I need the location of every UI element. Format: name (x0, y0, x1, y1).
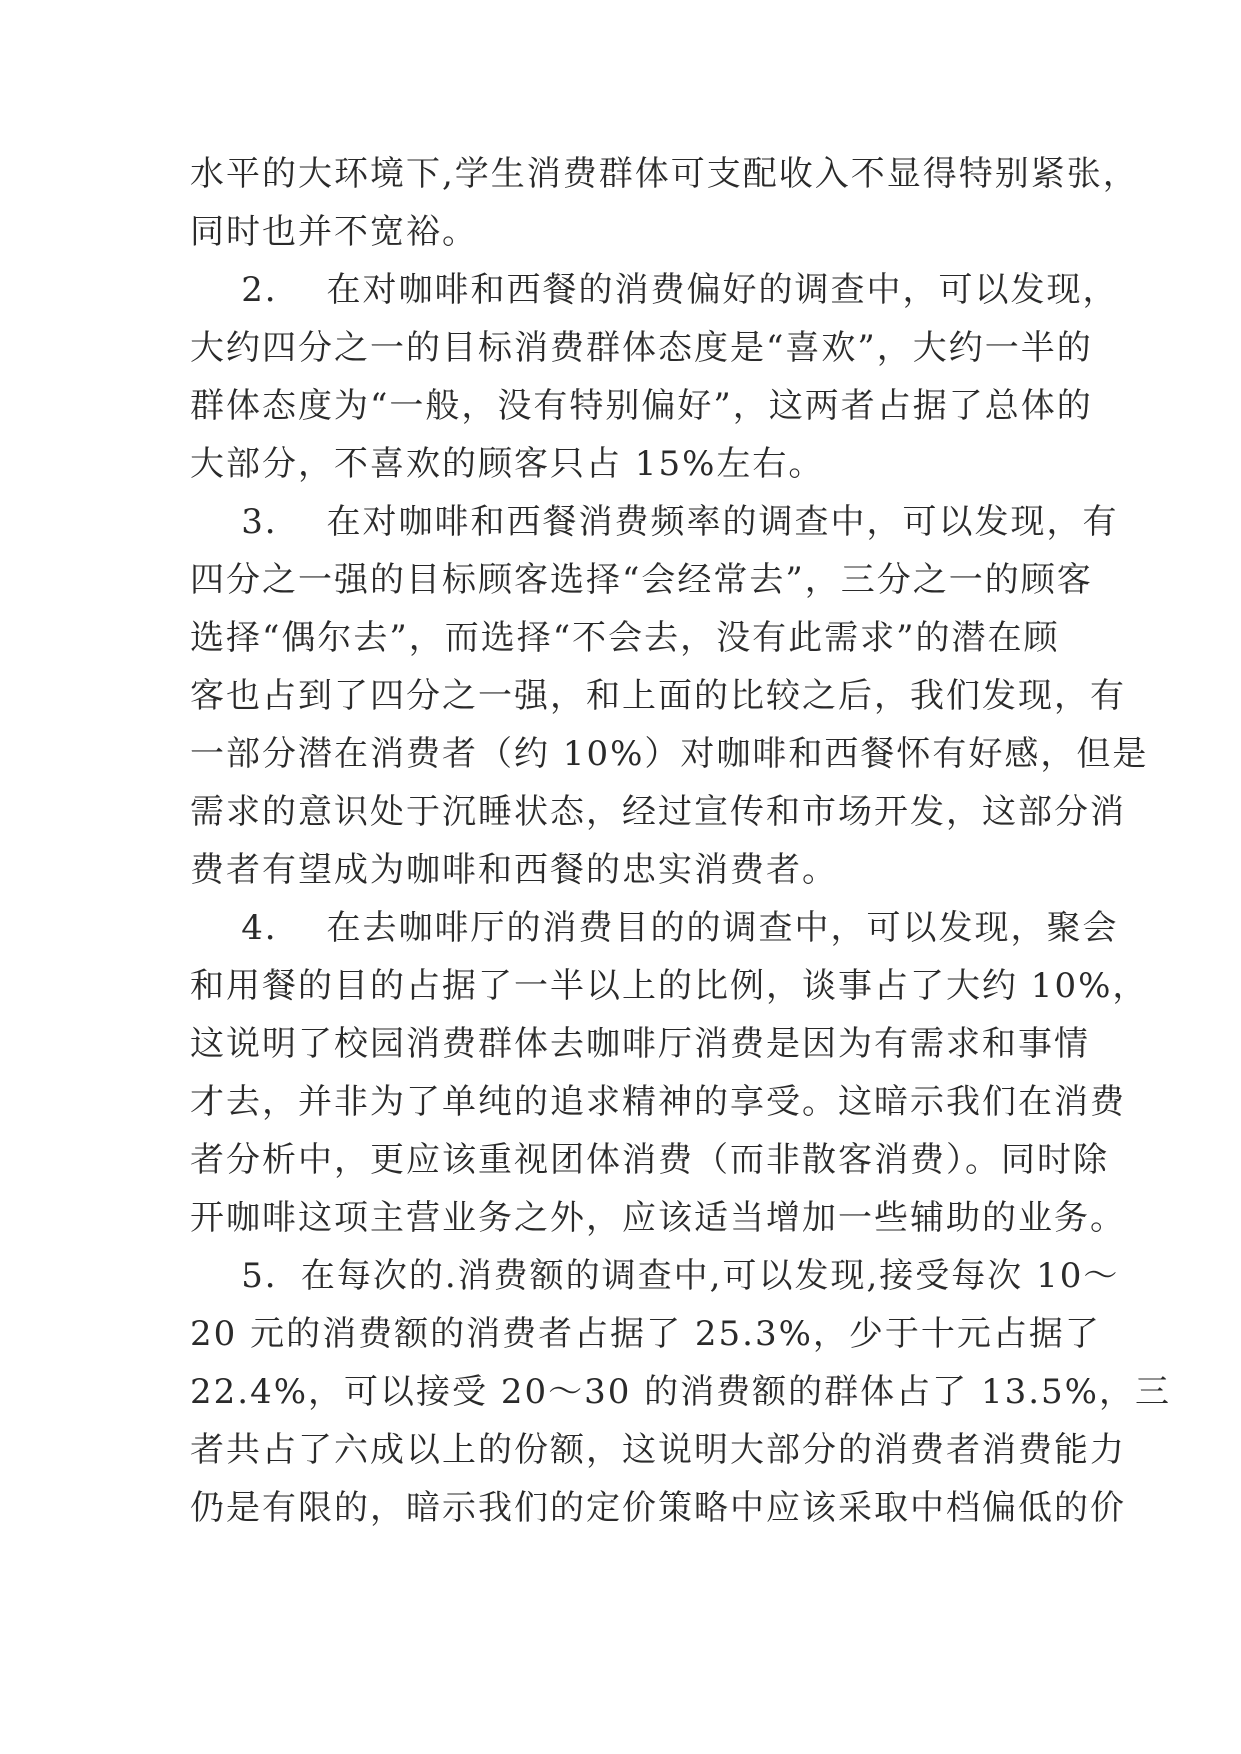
text-line: 5．在每次的.消费额的调查中,可以发现,接受每次 10～ (190, 1256, 1120, 1296)
text-line: 才去，并非为了单纯的追求精神的享受。这暗示我们在消费 (190, 1082, 1126, 1122)
text-line: 3． 在对咖啡和西餐消费频率的调查中，可以发现，有 (190, 502, 1119, 542)
text-line: 需求的意识处于沉睡状态，经过宣传和市场开发，这部分消 (190, 792, 1126, 832)
text-line: 开咖啡这项主营业务之外，应该适当增加一些辅助的业务。 (190, 1198, 1126, 1238)
text-line: 2． 在对咖啡和西餐的消费偏好的调查中，可以发现， (190, 270, 1119, 310)
text-line: 选择“偶尔去”，而选择“不会去，没有此需求”的潜在顾 (190, 618, 1060, 658)
text-line: 20 元的消费额的消费者占据了 25.3%，少于十元占据了 (190, 1314, 1101, 1354)
text-line: 这说明了校园消费群体去咖啡厅消费是因为有需求和事情 (190, 1024, 1090, 1064)
text-line: 同时也并不宽裕。 (190, 212, 478, 252)
text-line: 22.4%，可以接受 20～30 的消费额的群体占了 13.5%，三 (190, 1372, 1171, 1412)
text-line: 一部分潜在消费者（约 10%）对咖啡和西餐怀有好感，但是 (190, 734, 1149, 774)
text-line: 客也占到了四分之一强，和上面的比较之后，我们发现，有 (190, 676, 1126, 716)
text-line: 大部分，不喜欢的顾客只占 15%左右。 (190, 444, 825, 484)
text-line: 仍是有限的，暗示我们的定价策略中应该采取中档偏低的价 (190, 1488, 1126, 1528)
text-line: 大约四分之一的目标消费群体态度是“喜欢”，大约一半的 (190, 328, 1093, 368)
text-line: 群体态度为“一般，没有特别偏好”，这两者占据了总体的 (190, 386, 1093, 426)
text-line: 者共占了六成以上的份额，这说明大部分的消费者消费能力 (190, 1430, 1126, 1470)
text-line: 和用餐的目的占据了一半以上的比例，谈事占了大约 10%， (190, 966, 1149, 1006)
text-line: 四分之一强的目标顾客选择“会经常去”，三分之一的顾客 (190, 560, 1093, 600)
text-line: 者分析中，更应该重视团体消费（而非散客消费）。同时除 (190, 1140, 1109, 1180)
text-line: 水平的大环境下,学生消费群体可支配收入不显得特别紧张， (190, 154, 1139, 194)
text-line: 费者有望成为咖啡和西餐的忠实消费者。 (190, 850, 838, 890)
text-line: 4． 在去咖啡厅的消费目的的调查中，可以发现，聚会 (190, 908, 1119, 948)
